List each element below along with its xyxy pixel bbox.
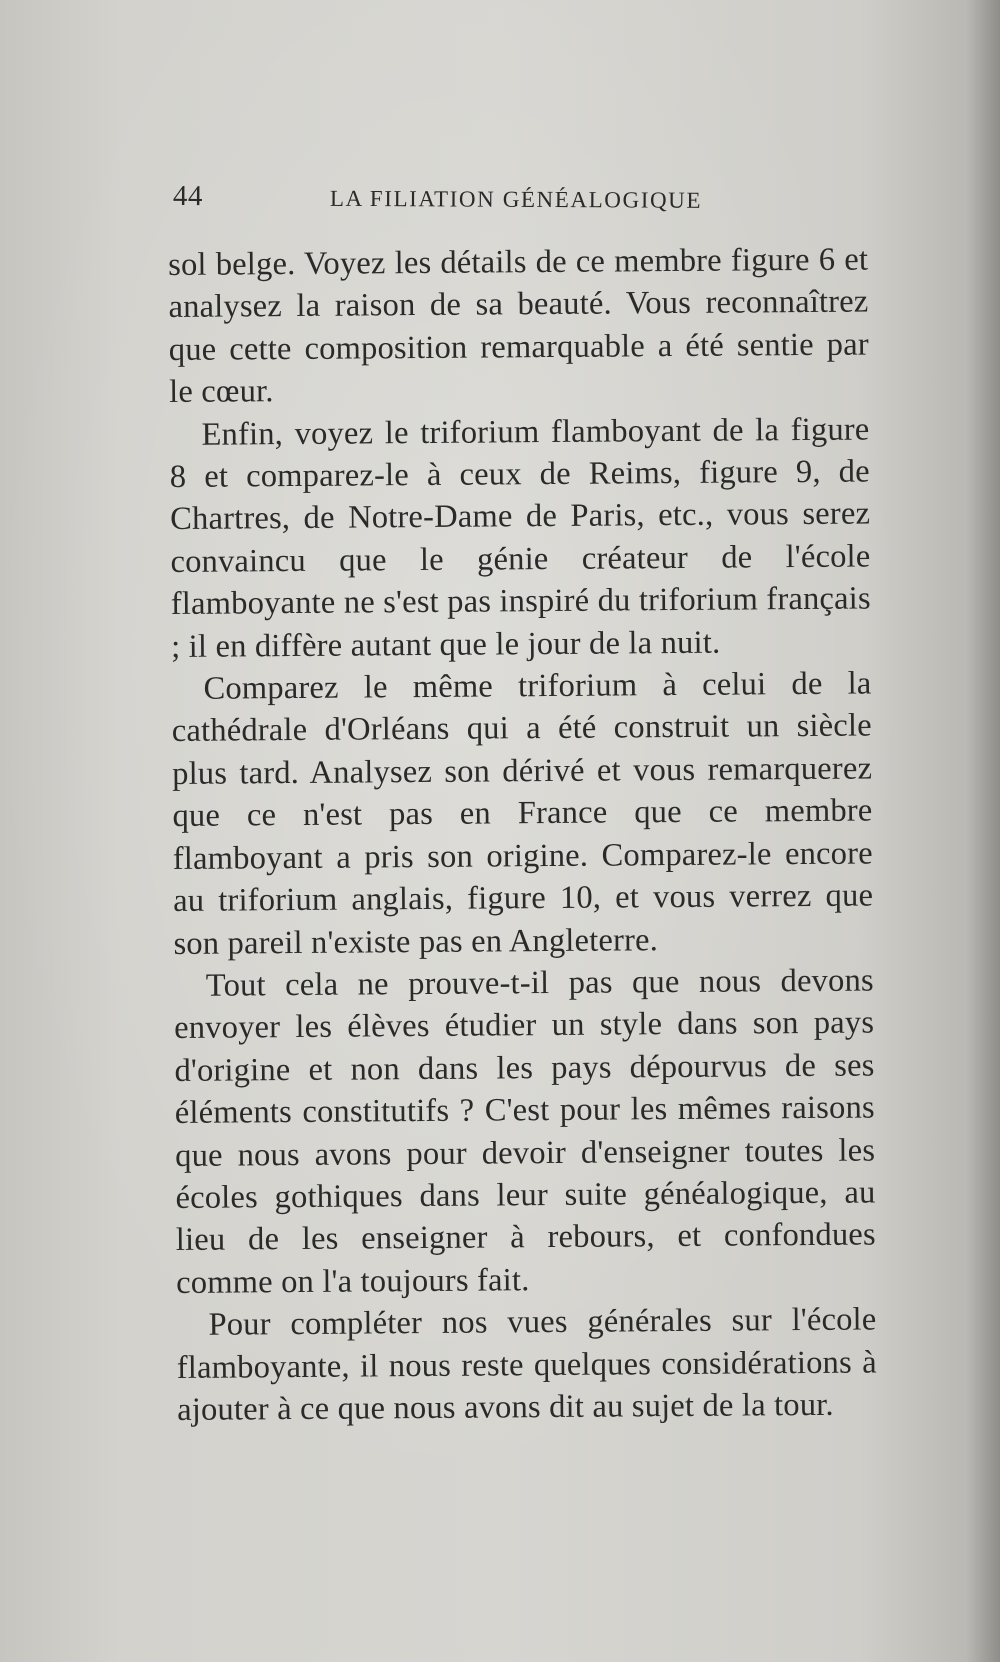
paragraph: sol belge. Voyez les détails de ce membre figure 6 et analysez la raison de sa beauté. Vous reconnaîtrez que cette composition remarquable a été sentie par le cœur.	[168, 241, 869, 411]
body-text	[168, 239, 877, 1432]
running-title: LA FILIATION GÉNÉALOGIQUE	[329, 185, 703, 213]
paragraph: Tout cela ne prouve-t-il pas que nous devons envoyer les élèves étudier un style dans son pays d'origine et non dans les pays dépourvus de ses éléments constitutifs ? C'est pour les mêmes raisons que nous avons pour devoir d'enseigner toutes les écoles gothiques dans leur suite généalogique, au lieu de les enseigner à rebours, et confondues comme on l'a toujours fait.	[174, 962, 876, 1301]
paragraph: Enfin, voyez le triforium flamboyant de la figure 8 et comparez-le à ceux de Reims, figure 9, de Chartres, de Notre-Dame de Paris, etc., vous serez convaincu que le génie créateur de l'école flamboyante ne s'est pas inspiré du triforium français ; il en diffère autant que le jour de la nuit.	[169, 411, 871, 665]
running-head	[173, 180, 793, 223]
page-edge-shadow	[966, 0, 1000, 1662]
page-number: 44	[172, 180, 203, 213]
paragraph: Comparez le même triforium à celui de la cathédrale d'Orléans qui a été construit un siècle plus tard. Analysez son dérivé et vous remarquerez que ce n'est pas en France que ce membre flamboyant a pris son origine. Comparez-le encore au triforium anglais, figure 10, et vous verrez que son pareil n'existe pas en Angleterre.	[171, 665, 874, 962]
paragraph: Pour compléter nos vues générales sur l'école flamboyante, il nous reste quelques considérations à ajouter à ce que nous avons dit au sujet de la tour.	[176, 1301, 877, 1428]
